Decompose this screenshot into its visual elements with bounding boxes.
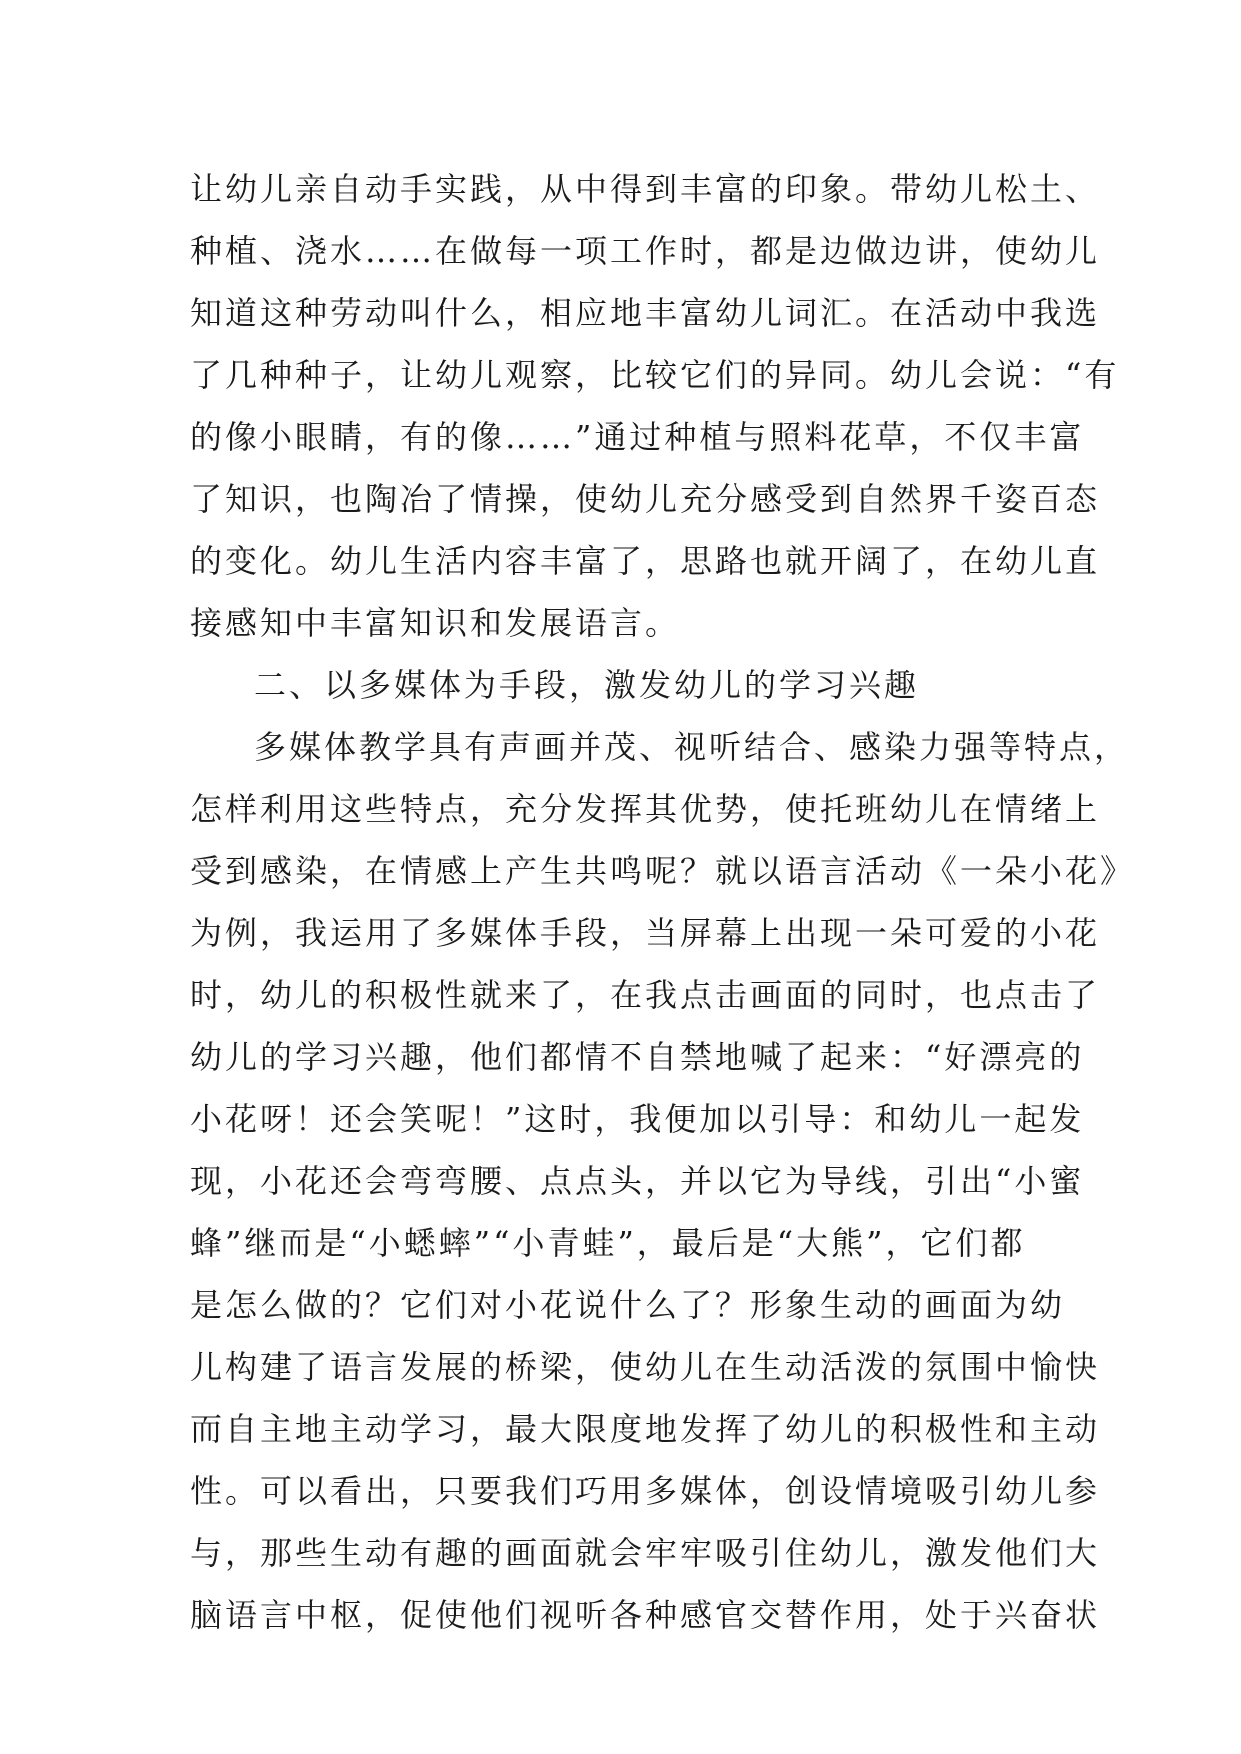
text-line: 儿构建了语言发展的桥梁，使幼儿在生动活泼的氛围中愉快 — [190, 1348, 1101, 1386]
text-line: 接感知中丰富知识和发展语言。 — [190, 604, 681, 642]
text-line: 性。可以看出，只要我们巧用多媒体，创设情境吸引幼儿参 — [190, 1472, 1101, 1510]
text-line: 幼儿的学习兴趣，他们都情不自禁地喊了起来：“好漂亮的 — [190, 1038, 1085, 1076]
paragraph-first-line: 多媒体教学具有声画并茂、视听结合、感染力强等特点， — [254, 728, 1130, 766]
text-line: 现，小花还会弯弯腰、点点头，并以它为导线，引出“小蜜 — [190, 1162, 1085, 1200]
text-line: 而自主地主动学习，最大限度地发挥了幼儿的积极性和主动 — [190, 1410, 1101, 1448]
text-line: 是怎么做的？它们对小花说什么了？形象生动的画面为幼 — [190, 1286, 1066, 1324]
text-line: 知道这种劳动叫什么，相应地丰富幼儿词汇。在活动中我选 — [190, 294, 1101, 332]
text-line: 种植、浇水……在做每一项工作时，都是边做边讲，使幼儿 — [190, 232, 1101, 270]
text-line: 让幼儿亲自动手实践，从中得到丰富的印象。带幼儿松土、 — [190, 170, 1101, 208]
text-line: 小花呀！还会笑呢！”这时，我便加以引导：和幼儿一起发 — [190, 1100, 1085, 1138]
text-line: 脑语言中枢，促使他们视听各种感官交替作用，处于兴奋状 — [190, 1596, 1101, 1634]
text-line: 的像小眼睛，有的像……”通过种植与照料花草，不仅丰富 — [190, 418, 1085, 456]
text-line: 与，那些生动有趣的画面就会牢牢吸引住幼儿，激发他们大 — [190, 1534, 1101, 1572]
text-line: 时，幼儿的积极性就来了，在我点击画面的同时，也点击了 — [190, 976, 1101, 1014]
section-heading: 二、以多媒体为手段，激发幼儿的学习兴趣 — [254, 666, 920, 704]
text-line: 了几种种子，让幼儿观察，比较它们的异同。幼儿会说：“有 — [190, 356, 1120, 394]
text-line: 受到感染，在情感上产生共鸣呢？就以语言活动《一朵小花》 — [190, 852, 1136, 890]
text-line: 了知识，也陶冶了情操，使幼儿充分感受到自然界千姿百态 — [190, 480, 1101, 518]
text-line: 蜂”继而是“小蟋蟀”“小青蛙”，最后是“大熊”，它们都 — [190, 1224, 1026, 1262]
document-body — [190, 158, 1136, 1646]
text-line: 怎样利用这些特点，充分发挥其优势，使托班幼儿在情绪上 — [190, 790, 1101, 828]
text-line: 为例，我运用了多媒体手段，当屏幕上出现一朵可爱的小花 — [190, 914, 1101, 952]
text-line: 的变化。幼儿生活内容丰富了，思路也就开阔了，在幼儿直 — [190, 542, 1101, 580]
